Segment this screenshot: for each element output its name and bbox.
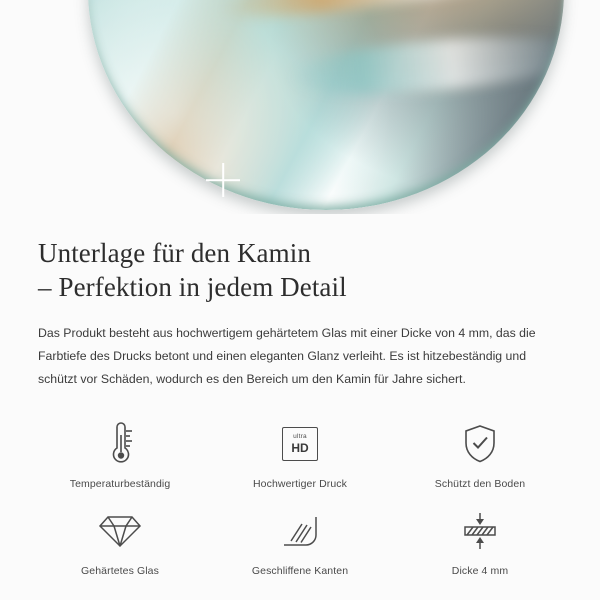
- ultra-hd-badge-bottom: HD: [291, 440, 309, 455]
- ultra-hd-badge-top: ultra: [293, 433, 307, 441]
- feature-item-print-quality: [210, 419, 390, 490]
- glass-edge-highlight: [88, 0, 564, 210]
- feature-grid: [30, 419, 570, 577]
- text-block: [0, 214, 600, 391]
- page-title-line-1: Unterlage für den Kamin: [38, 238, 311, 268]
- hero-image: [0, 0, 600, 214]
- shield-check-icon: [460, 419, 500, 469]
- feature-item-temperature: [30, 419, 210, 490]
- feature-item-tempered-glass: [30, 506, 210, 577]
- feature-label: Schützt den Boden: [434, 478, 526, 490]
- polished-edges-icon: [280, 506, 320, 556]
- page-title-line-2: – Perfektion in jedem Detail: [38, 272, 347, 302]
- feature-label: Geschliffene Kanten: [251, 565, 349, 577]
- page-title: [38, 236, 562, 304]
- feature-item-floor-protection: [390, 419, 570, 490]
- feature-item-polished-edges: [210, 506, 390, 577]
- description-paragraph: Das Produkt besteht aus hochwertigem gehärtetem Glas mit einer Dicke von 4 mm, das die Farbtiefe des Drucks betont und einen eleganten Glanz verleiht. Es ist hitzebeständig und schützt vor Schäden, wodurch es den Bereich um den Kamin für Jahre sichert.: [38, 326, 536, 386]
- feature-label: Dicke 4 mm: [451, 565, 509, 577]
- round-glass-plate-image: [88, 0, 564, 210]
- thermometer-icon: [100, 419, 140, 469]
- ultra-hd-icon: [282, 419, 318, 469]
- feature-label: Hochwertiger Druck: [253, 478, 347, 490]
- feature-label: Temperaturbeständig: [69, 478, 171, 490]
- feature-item-thickness: [390, 506, 570, 577]
- feature-label: Gehärtetes Glas: [81, 565, 159, 577]
- diamond-icon: [98, 506, 142, 556]
- thickness-icon: [460, 506, 500, 556]
